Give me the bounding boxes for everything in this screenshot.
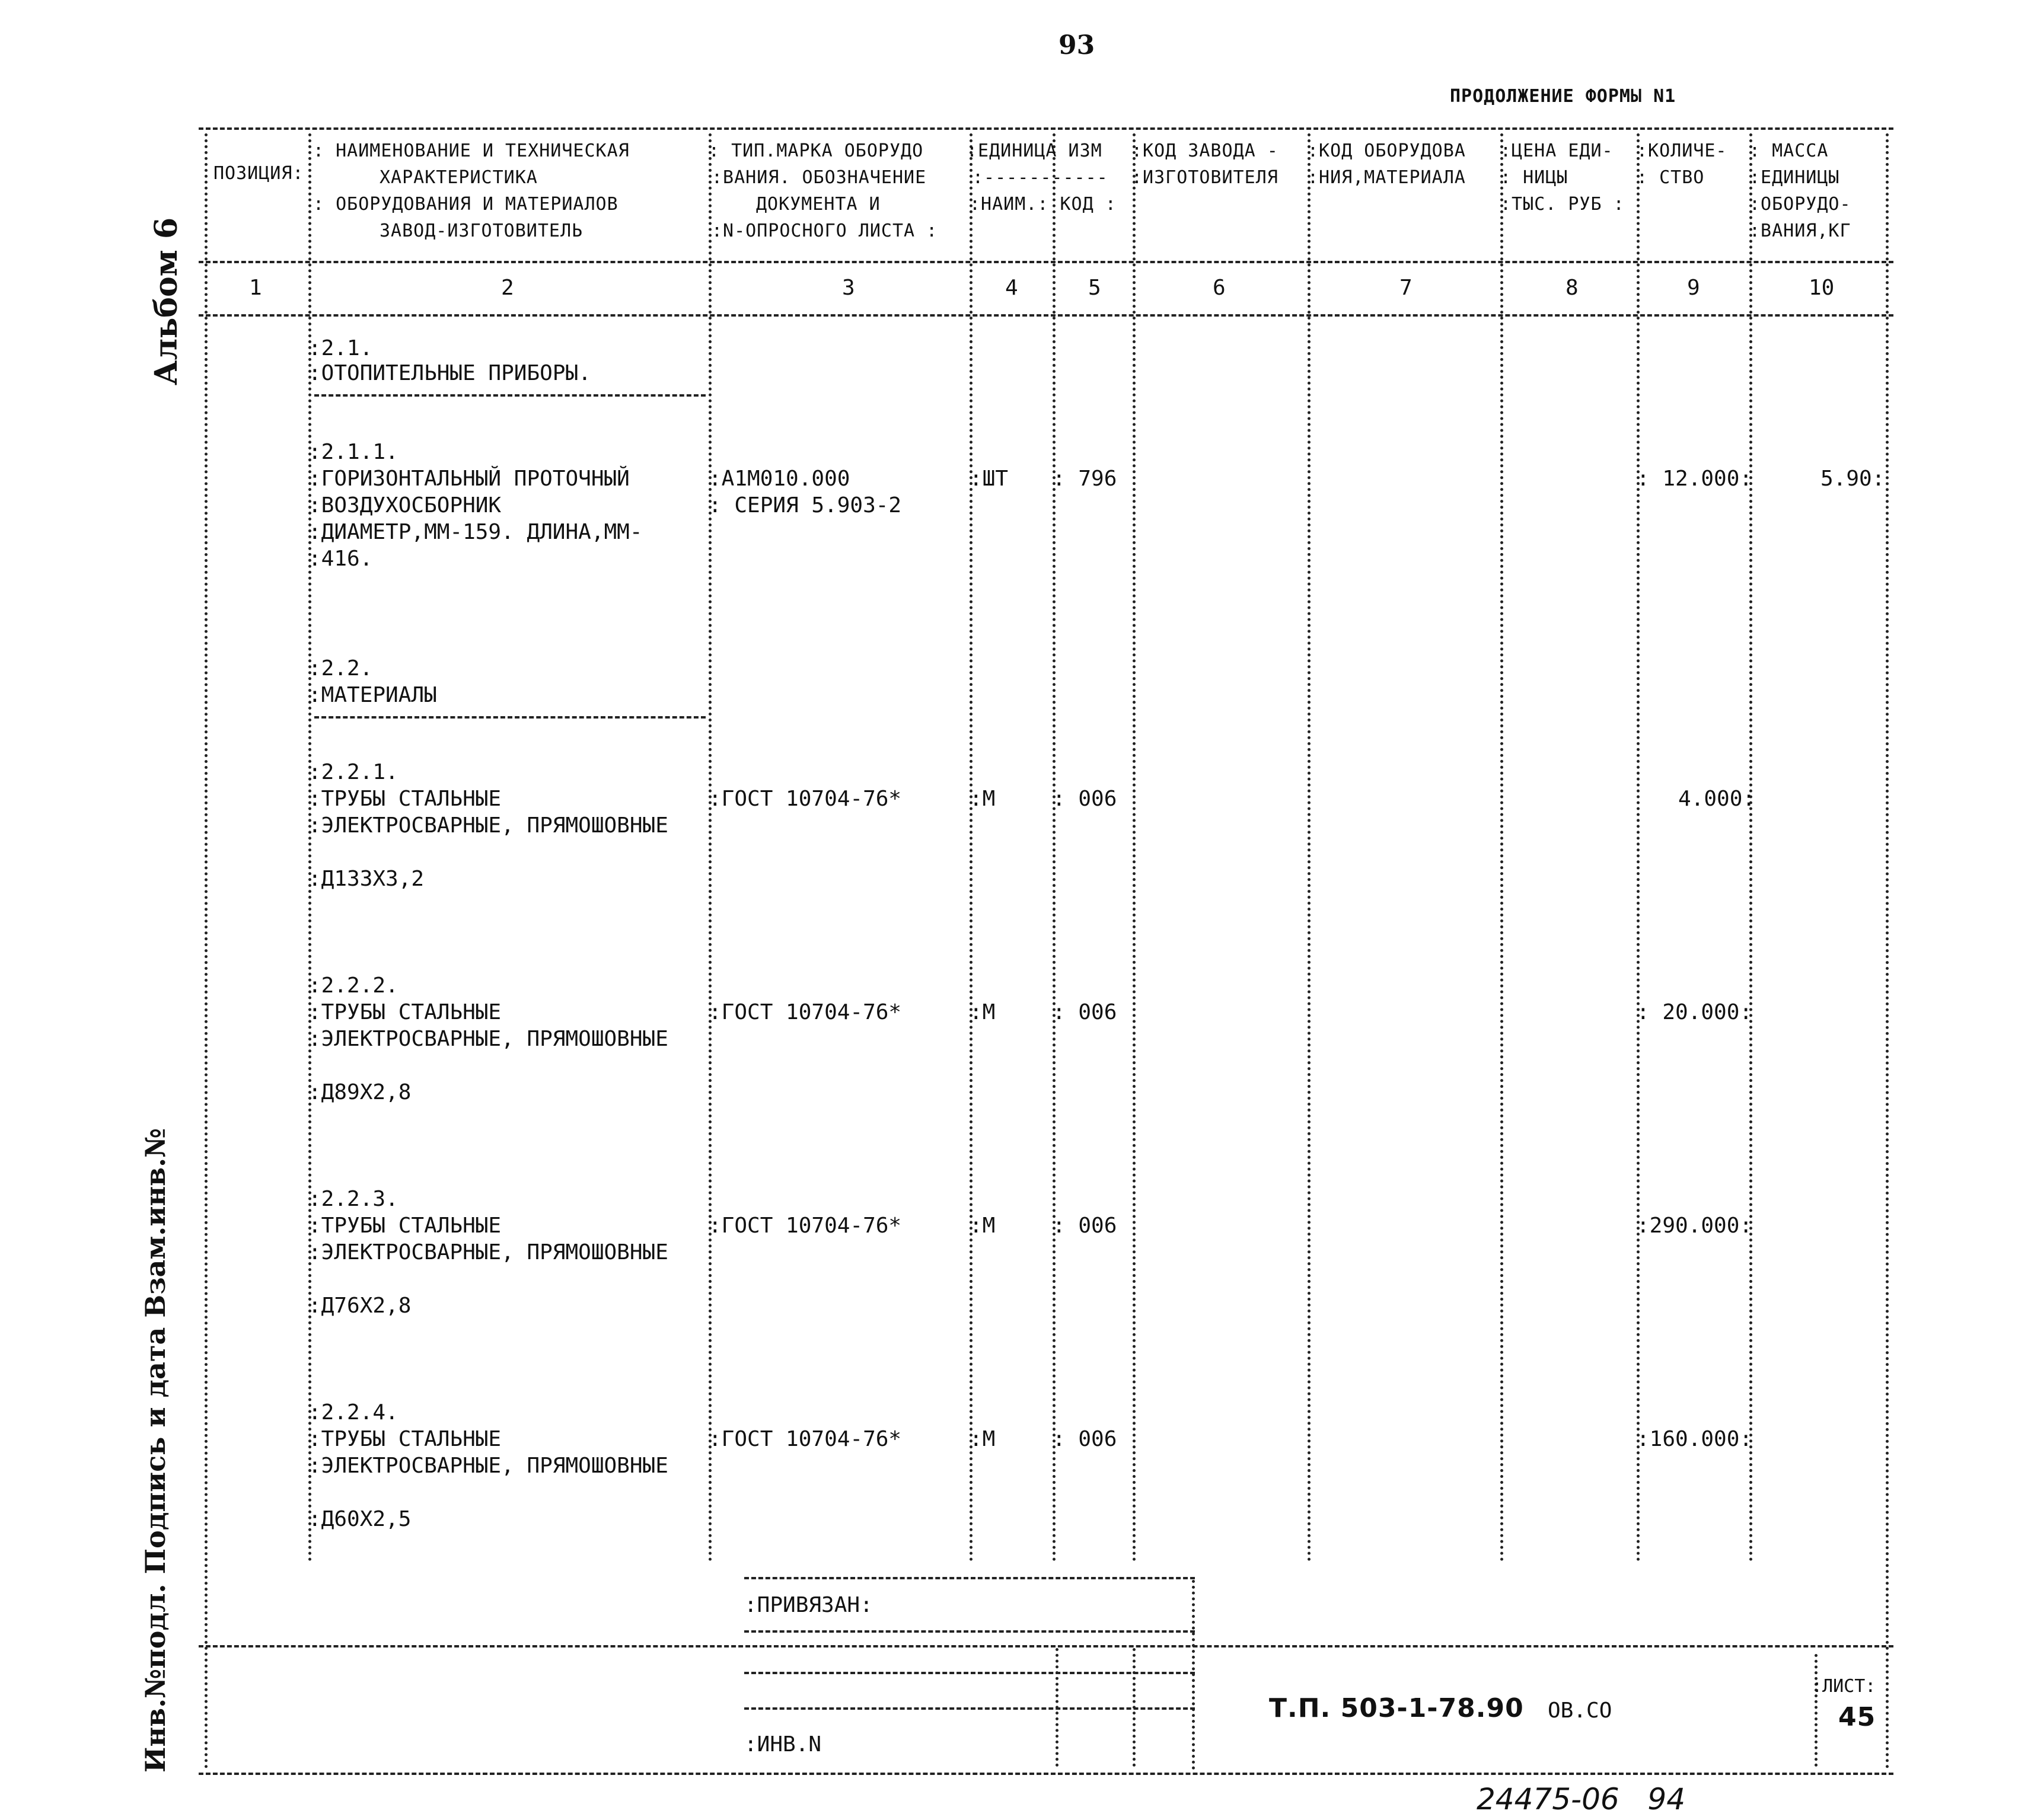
row6-designation: :ГОСТ 10704-76* [709,1427,902,1451]
stamp-side-label: Инв.№подл. Подпись и дата Взам.инв.№ [139,1128,171,1773]
header-col8-line1: :ЦЕНА ЕДИ- [1500,141,1614,161]
stamp-top-rule [199,1645,1893,1647]
row0-name-1: :ОТОПИТЕЛЬНЫЕ ПРИБОРЫ. [308,361,591,385]
header-col3-line4: :N-ОПРОСНОГО ЛИСТА : [712,221,938,241]
header-col2-line4: ЗАВОД-ИЗГОТОВИТЕЛЬ [380,221,584,241]
row3-name-2: :ЭЛЕКТРОСВАРНЫЕ, ПРЯМОШОВНЫЕ [308,813,668,838]
colnum-8: 8 [1566,276,1579,300]
colnum-6: 6 [1213,276,1226,300]
header-col8-line3: :ТЫС. РУБ : [1500,194,1625,215]
col-sep-0 [205,133,208,1770]
col-sep-5 [1133,133,1136,1562]
row4-qty: : 20.000: [1637,1000,1753,1024]
row1-designation-1: : СЕРИЯ 5.903-2 [709,493,902,518]
col-sep-3 [970,133,973,1562]
row2-underline [314,716,706,719]
stamp-box-rule-2 [744,1672,1195,1674]
header-col3-line1: : ТИП.МАРКА ОБОРУДО [709,141,924,161]
row4-name-1: :ТРУБЫ СТАЛЬНЫЕ [308,1000,502,1024]
row1-name-0: :2.1.1. [308,440,398,464]
colnum-9: 9 [1687,276,1700,300]
row1-designation-0: :А1М010.000 [709,467,850,491]
row3-name-1: :ТРУБЫ СТАЛЬНЫЕ [308,787,502,811]
row3-name-0: :2.2.1. [308,760,398,784]
row1-qty: : 12.000: [1637,467,1753,491]
header-col45-line1: :ЕДИНИЦА ИЗМ [967,141,1102,161]
stamp-doc-suffix: ОВ.СО [1548,1698,1612,1723]
row5-name-1: :ТРУБЫ СТАЛЬНЫЕ [308,1214,502,1238]
header-col7-line2: :НИЯ,МАТЕРИАЛА [1308,167,1466,188]
col-sep-2 [709,133,712,1562]
row1-mass: 5.90: [1820,467,1885,491]
stamp-sheet-sep [1815,1654,1818,1767]
row6-name-0: :2.2.4. [308,1400,398,1425]
stamp-sheet-number: 45 [1838,1702,1876,1732]
header-col3-line2: :ВАНИЯ. ОБОЗНАЧЕНИЕ [712,167,927,188]
row3-code: : 006 [1053,787,1117,811]
col-sep-8 [1637,133,1640,1562]
stamp-box-top [744,1577,1195,1579]
col-sep-7 [1500,133,1503,1562]
row4-unit: :М [970,1000,996,1024]
colnum-2: 2 [501,276,514,300]
row6-code: : 006 [1053,1427,1117,1451]
album-label: Альбом 6 [148,217,184,385]
header-col2-line2: ХАРАКТЕРИСТИКА [380,167,538,188]
colnum-1: 1 [249,276,262,300]
stamp-inv: :ИНВ.N [744,1732,822,1757]
row6-unit: :М [970,1427,996,1451]
colnum-3: 3 [842,276,855,300]
stamp-sheet-label: :ЛИСТ: [1812,1676,1876,1697]
header-col9-line1: :КОЛИЧЕ- [1637,141,1727,161]
form-title: ПРОДОЛЖЕНИЕ ФОРМЫ N1 [1450,86,1676,107]
row2-name-1: :МАТЕРИАЛЫ [308,683,437,707]
row5-name-3: :Д76Х2,8 [308,1294,412,1318]
col-sep-6 [1308,133,1311,1562]
row6-qty: :160.000: [1637,1427,1753,1451]
row5-unit: :М [970,1214,996,1238]
row5-designation: :ГОСТ 10704-76* [709,1214,902,1238]
stamp-box-sep-1 [1056,1648,1058,1767]
table-bottom-rule [199,1773,1893,1775]
stamp-box-right [1192,1580,1195,1770]
colnum-10: 10 [1809,276,1835,300]
stamp-box-rule-3 [744,1707,1195,1710]
row1-unit: :ШТ [970,467,1009,491]
row4-name-2: :ЭЛЕКТРОСВАРНЫЕ, ПРЯМОШОВНЫЕ [308,1027,668,1051]
row3-qty: 4.000: [1678,787,1756,811]
stamp-box-rule-1 [744,1630,1195,1633]
header-col45-line3: :НАИМ.: КОД : [970,194,1117,215]
row5-code: : 006 [1053,1214,1117,1238]
row5-name-0: :2.2.3. [308,1187,398,1211]
stamp-doc-code: Т.П. 503-1-78.90 [1269,1693,1524,1723]
row5-name-2: :ЭЛЕКТРОСВАРНЫЕ, ПРЯМОШОВНЫЕ [308,1240,668,1265]
header-col6-line2: :ИЗГОТОВИТЕЛЯ [1131,167,1278,188]
row1-name-1: :ГОРИЗОНТАЛЬНЫЙ ПРОТОЧНЫЙ [308,467,630,491]
row2-name-0: :2.2. [308,656,373,681]
footer-handwritten: 24475-06 94 [1477,1782,1686,1816]
row3-unit: :М [970,787,996,811]
row5-qty: :290.000: [1637,1214,1753,1238]
row1-name-4: :416. [308,547,373,571]
header-col7-line1: :КОД ОБОРУДОВА [1308,141,1466,161]
col-sep-4 [1053,133,1056,1562]
header-col1: ПОЗИЦИЯ: [213,163,304,184]
row1-name-3: :ДИАМЕТР,ММ-159. ДЛИНА,ММ- [308,520,643,544]
col-sep-10 [1886,133,1889,1770]
header-col10-line3: :ОБОРУДО- [1749,194,1851,215]
col-sep-9 [1749,133,1752,1562]
table-top-rule [199,127,1893,130]
colnum-7: 7 [1399,276,1413,300]
colnum-4: 4 [1005,276,1018,300]
header-col2-line1: : НАИМЕНОВАНИЕ И ТЕХНИЧЕСКАЯ [313,141,630,161]
row0-name-0: :2.1. [308,336,373,360]
header-col2-line3: : ОБОРУДОВАНИЯ И МАТЕРИАЛОВ [313,194,618,215]
header-col10-line2: :ЕДИНИЦЫ [1749,167,1840,188]
row6-name-3: :Д60Х2,5 [308,1507,412,1531]
row0-underline [314,394,706,397]
row4-name-3: :Д89Х2,8 [308,1080,412,1104]
stamp-box-sep-2 [1133,1648,1136,1767]
row4-designation: :ГОСТ 10704-76* [709,1000,902,1024]
header-col8-line2: : НИЦЫ [1500,167,1568,188]
header-col3-line3: ДОКУМЕНТА И [756,194,881,215]
header-col45-line2: :----------- [973,167,1108,188]
header-col10-line1: : МАССА [1749,141,1829,161]
row4-name-0: :2.2.2. [308,973,398,998]
row1-name-2: :ВОЗДУХОСБОРНИК [308,493,502,518]
row3-designation: :ГОСТ 10704-76* [709,787,902,811]
row4-code: : 006 [1053,1000,1117,1024]
row6-name-2: :ЭЛЕКТРОСВАРНЫЕ, ПРЯМОШОВНЫЕ [308,1454,668,1478]
stamp-privyazan: :ПРИВЯЗАН: [744,1593,873,1617]
colnum-5: 5 [1088,276,1101,300]
header-col9-line2: : СТВО [1637,167,1705,188]
row6-name-1: :ТРУБЫ СТАЛЬНЫЕ [308,1427,502,1451]
page-number: 93 [1058,30,1095,60]
row1-code: : 796 [1053,467,1117,491]
header-col10-line4: :ВАНИЯ,КГ [1749,221,1851,241]
header-col6-line1: :КОД ЗАВОДА - [1131,141,1278,161]
row3-name-3: :Д133Х3,2 [308,867,425,891]
